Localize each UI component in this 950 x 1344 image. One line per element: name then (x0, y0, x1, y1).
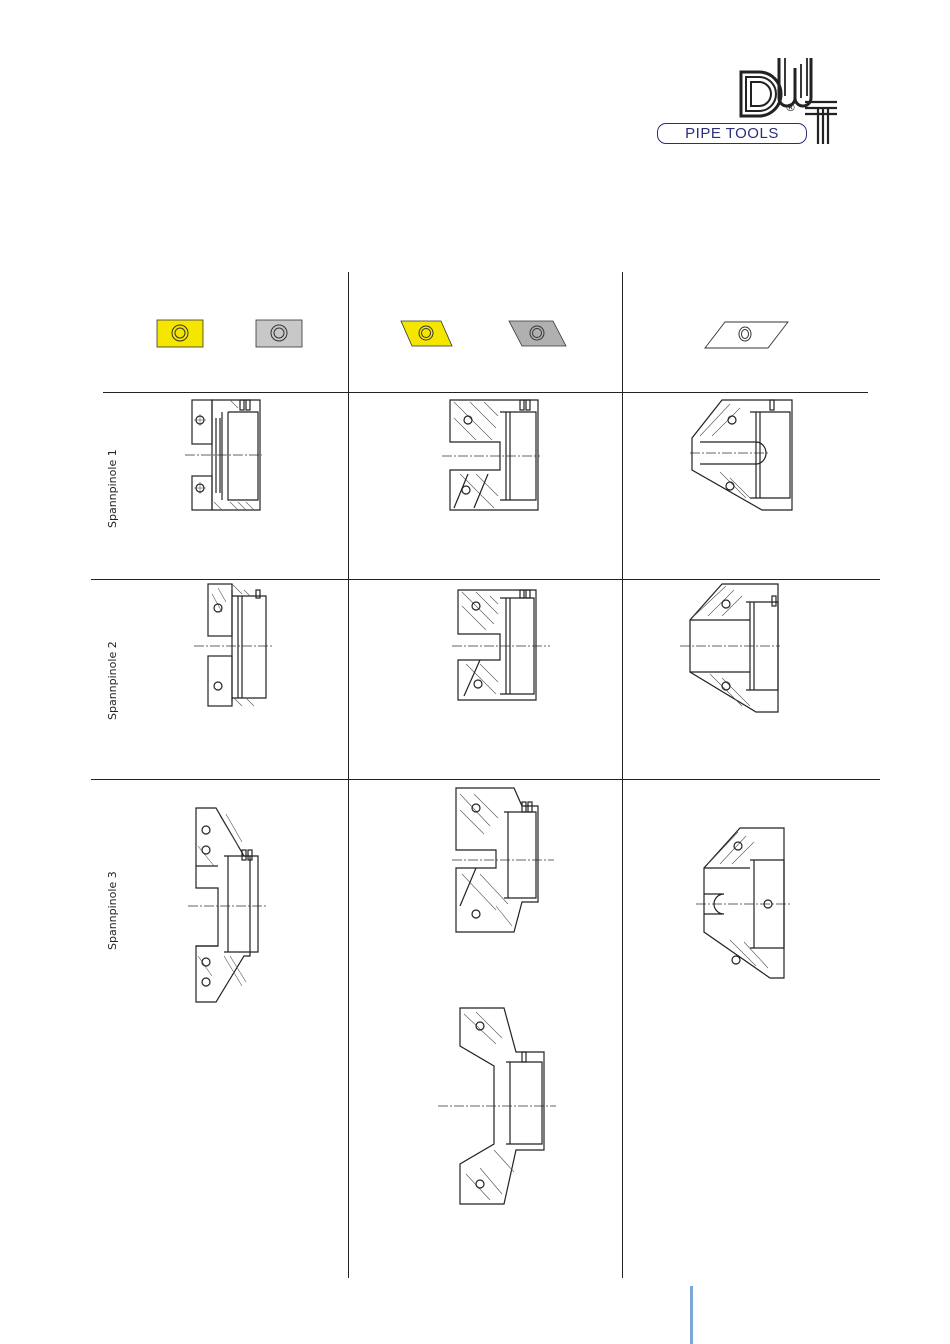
column-1-header (150, 312, 350, 357)
registered-mark: ® (785, 101, 796, 114)
logo-text: PIPE TOOLS (657, 123, 807, 144)
square-insert-grey-icon (256, 320, 302, 347)
drawing-row1-col2 (440, 398, 550, 513)
rhombic-insert-outline-icon (705, 322, 788, 348)
rhombic-insert-grey-icon (509, 321, 566, 346)
page-accent-bar (690, 1286, 693, 1344)
drawing-row3-col2-b (436, 1004, 561, 1209)
company-logo (655, 52, 845, 152)
rhombic-insert-yellow-icon (401, 321, 452, 346)
drawing-row2-col2 (450, 584, 555, 704)
drawing-row2-col3 (680, 582, 790, 717)
row-label-spannpinole-1: Spannpinole 1 (106, 449, 119, 528)
row-label-spannpinole-3: Spannpinole 3 (106, 871, 119, 950)
drawing-row1-col3 (690, 398, 800, 513)
column-divider (622, 272, 623, 1278)
drawing-row2-col1 (190, 582, 275, 712)
row-divider (91, 579, 880, 580)
drawing-row3-col1 (186, 806, 271, 1006)
drawing-row3-col2-a (450, 786, 560, 936)
drawing-row1-col1 (180, 398, 270, 513)
square-insert-yellow-icon (157, 320, 203, 347)
row-divider (91, 779, 880, 780)
row-label-spannpinole-2: Spannpinole 2 (106, 641, 119, 720)
column-3-header (700, 312, 800, 357)
drawing-row3-col3 (694, 824, 794, 984)
header-divider (103, 392, 868, 393)
column-2-header (395, 312, 575, 357)
column-divider (348, 272, 349, 1278)
